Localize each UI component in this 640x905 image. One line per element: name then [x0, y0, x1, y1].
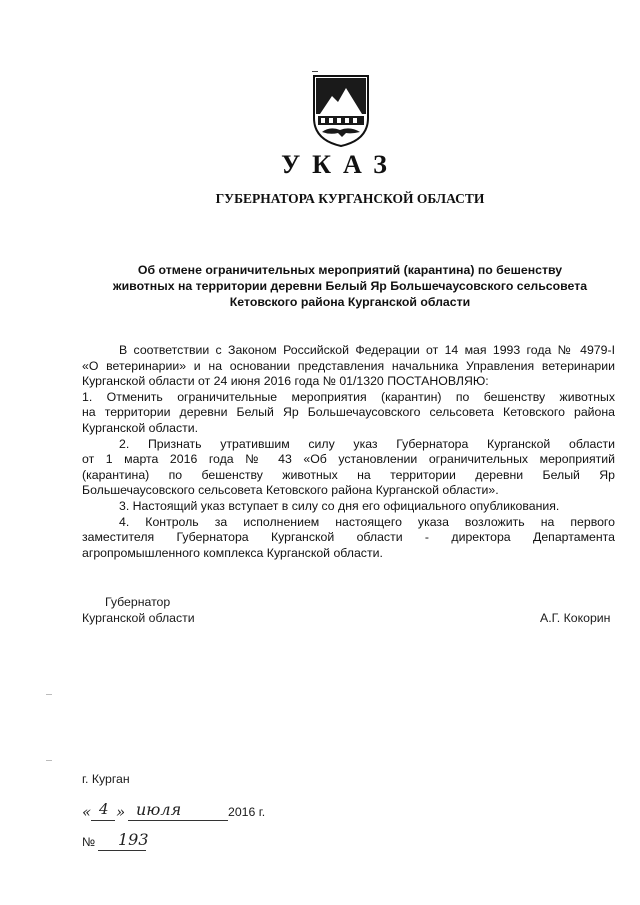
preamble-line: Курганской области от 24 июня 2016 года № 01/1320 ПОСТАНОВЛЯЮ: [82, 374, 489, 389]
item4-line: 4. Контроль за исполнением настоящего указа возложить на первого [119, 514, 615, 529]
document-body [82, 343, 615, 561]
item4-line: заместителя Губернатора Курганской области - директора Департамента [82, 530, 615, 545]
number-value: 193 [118, 830, 149, 849]
signatory-position [82, 594, 195, 626]
number-label: № [82, 835, 96, 849]
document-title: УКАЗ [281, 150, 399, 179]
item2-line: (карантина) по бешенству животных на территории деревни Белый Яр [82, 467, 615, 482]
scan-mark [46, 694, 52, 695]
document-subtitle: ГУБЕРНАТОРА КУРГАНСКОЙ ОБЛАСТИ [215, 191, 485, 206]
issue-date [82, 800, 322, 824]
heading-line: Кетовского района Курганской области [229, 295, 471, 309]
item3-line: 3. Настоящий указ вступает в силу со дня его официального опубликования. [119, 498, 560, 513]
item4-line: агропромышленного комплекса Курганской области. [82, 545, 383, 560]
heading-line: Об отмене ограничительных мероприятий (карантина) по бешенству [137, 263, 563, 277]
scan-mark [46, 760, 52, 761]
item1-line: на территории деревни Белый Яр Большечаусовского сельсовета Кетовского района [82, 405, 615, 420]
preamble-line: В соответствии с Законом Российской Федерации от 14 мая 1993 года № 4979-I [119, 343, 615, 357]
date-day: 4 [99, 800, 109, 818]
document-heading [60, 262, 640, 310]
date-month: июля [136, 800, 182, 819]
item1-line: Курганской области. [82, 420, 199, 435]
item2-line: от 1 марта 2016 года № 43 «Об установлении ограничительных мероприятий [82, 452, 615, 467]
signatory-name: А.Г. Кокорин [540, 611, 611, 625]
issue-place: г. Курган [82, 772, 130, 786]
heading-line: животных на территории деревни Белый Яр Большечаусовского сельсовета [112, 279, 588, 293]
date-year: 2016 г. [228, 805, 266, 819]
item1-line: 1. Отменить ограничительные мероприятия (карантин) по бешенству животных [82, 389, 615, 404]
signatory-position-line: Курганской области [82, 611, 195, 625]
item2-line: 2. Признать утратившим силу указ Губернатора Курганской области [119, 436, 615, 451]
preamble-line: «О ветеринарии» и на основании представления начальника Управления ветеринарии [82, 358, 615, 373]
item2-line: Большечаусовского сельсовета Кетовского района Курганской области». [82, 483, 499, 498]
coat-of-arms-emblem [306, 66, 376, 148]
date-open-quote: « [82, 803, 92, 821]
document-number [82, 830, 202, 854]
signatory-position-line: Губернатор [105, 595, 171, 609]
date-close-quote: » [116, 803, 126, 821]
